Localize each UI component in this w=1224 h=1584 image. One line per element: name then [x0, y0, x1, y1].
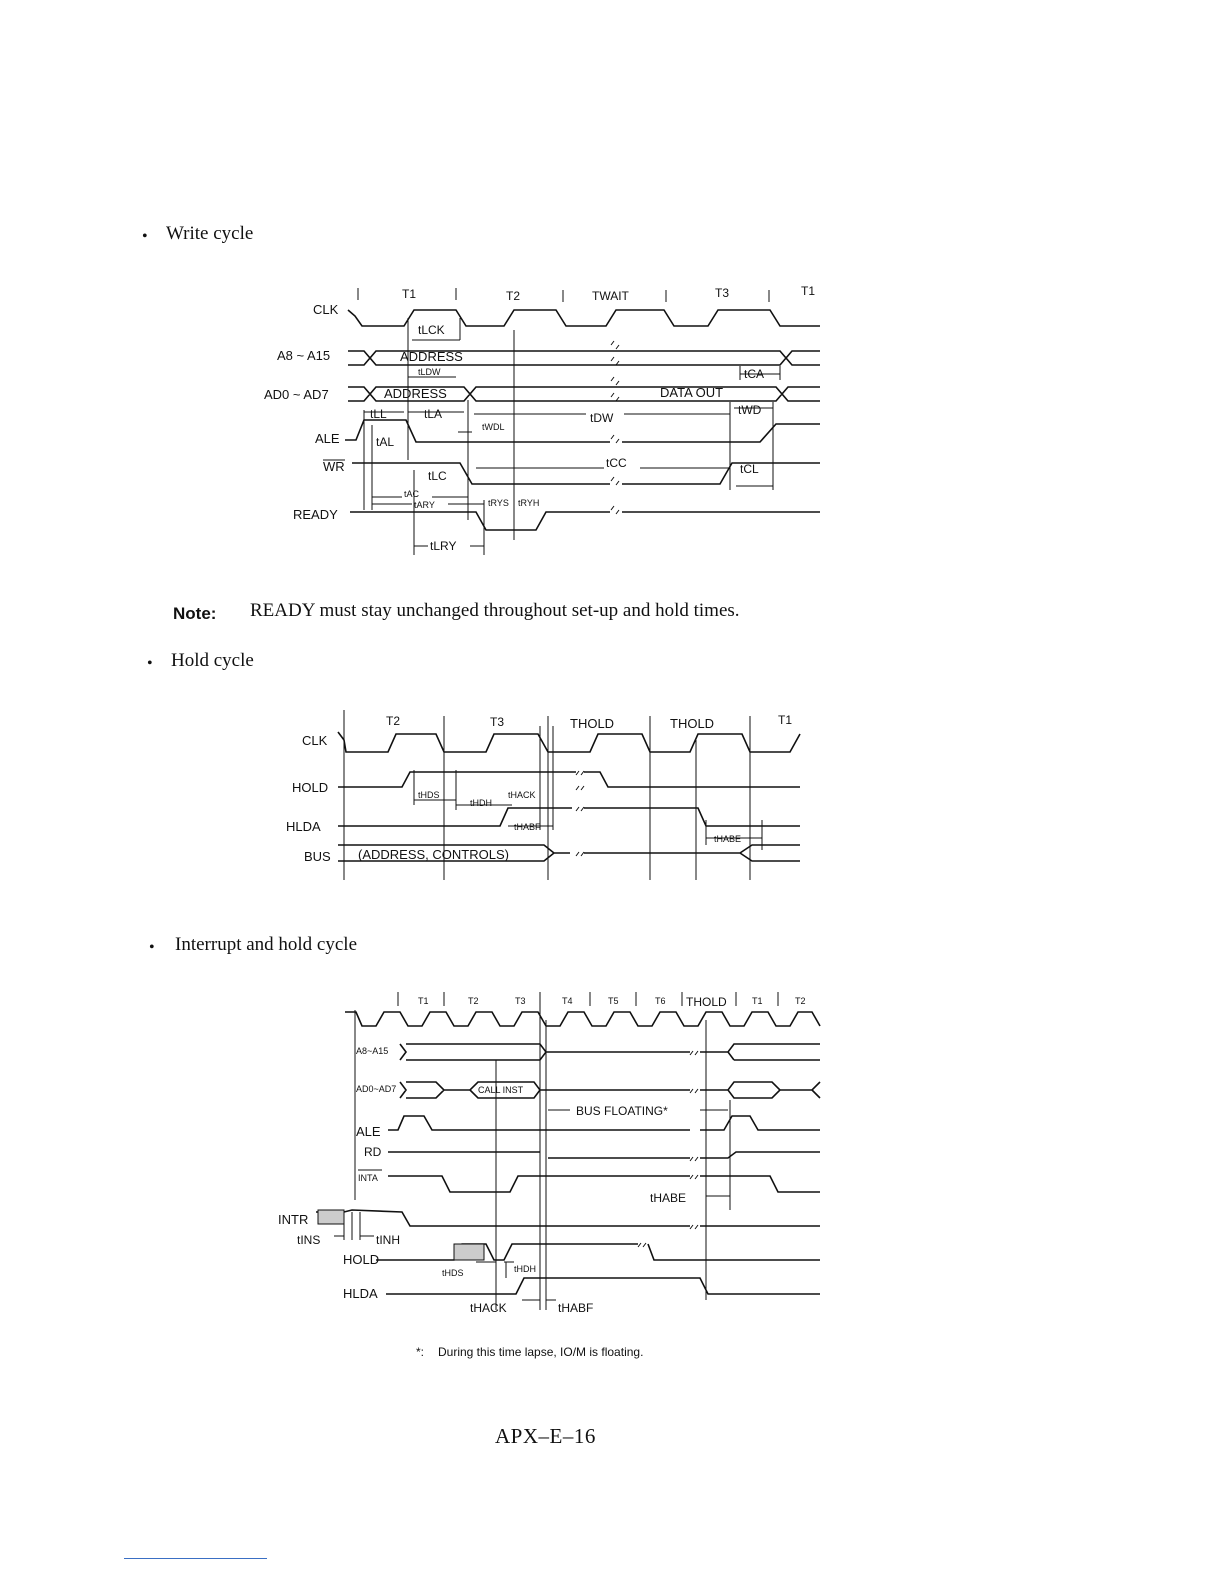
state-label: THOLD: [686, 995, 727, 1009]
address-low-bus: [400, 1082, 820, 1098]
interrupt-hold-cycle-heading: Interrupt and hold cycle: [175, 934, 358, 955]
signal-label: BUS: [304, 849, 331, 864]
hlda-waveform: [386, 1278, 820, 1294]
intr-hatch: [318, 1210, 344, 1224]
call-inst-label: CALL INST: [478, 1085, 524, 1095]
intr-waveform: [316, 1210, 820, 1226]
timing-label: tINS: [297, 1233, 321, 1247]
ready-waveform: [350, 512, 820, 530]
timing-label: tHABF: [558, 1301, 594, 1315]
timing-label: tLRY: [430, 539, 457, 553]
timing-label: tLC: [428, 469, 447, 483]
signal-label: HOLD: [292, 780, 329, 795]
timing-label: tINH: [376, 1233, 400, 1247]
timing-label: tHDH: [470, 798, 492, 808]
timing-label: tWDL: [482, 422, 505, 432]
footnote-text: During this time lapse, IO/M is floating.: [438, 1345, 644, 1359]
timing-label: tCL: [740, 462, 759, 476]
timing-markers: [414, 800, 762, 838]
signal-label: CLK: [313, 302, 339, 317]
bullet: •: [142, 228, 148, 245]
signal-label: WR: [323, 459, 345, 474]
bus-label: (ADDRESS, CONTROLS): [358, 847, 509, 862]
hold-waveform: [338, 772, 800, 787]
timing-label: tHABE: [714, 834, 742, 844]
timing-label: tRYH: [518, 498, 540, 508]
state-label: T4: [562, 996, 573, 1006]
timing-label: tWD: [738, 403, 762, 417]
state-label: T2: [386, 714, 401, 728]
state-label: T1: [752, 996, 763, 1006]
state-label: T3: [515, 996, 526, 1006]
signal-label: HLDA: [286, 819, 321, 834]
break-marks: [611, 341, 619, 514]
state-label: TWAIT: [592, 289, 629, 303]
timing-label: tLL: [370, 407, 387, 421]
state-label: T2: [506, 289, 521, 303]
state-label: T1: [778, 713, 793, 727]
state-label: T3: [490, 715, 505, 729]
hold-cycle-heading: Hold cycle: [171, 650, 254, 671]
timing-label: tHDS: [442, 1268, 464, 1278]
timing-label: tARY: [414, 500, 435, 510]
page-number: APX–E–16: [495, 1424, 596, 1448]
ale-waveform: [345, 420, 820, 442]
state-dividers: [355, 992, 778, 1310]
timing-label: tCC: [606, 456, 627, 470]
timing-label: tAC: [404, 489, 420, 499]
bus-label: ADDRESS: [384, 386, 447, 401]
state-label: T1: [402, 287, 417, 301]
signal-label: HLDA: [343, 1286, 378, 1301]
signal-label: AD0~AD7: [356, 1084, 397, 1094]
signal-label: ALE: [315, 431, 340, 446]
signal-label: READY: [293, 507, 338, 522]
timing-label: tHACK: [508, 790, 536, 800]
bus-floating-label: BUS FLOATING*: [576, 1104, 668, 1118]
signal-label: HOLD: [343, 1252, 380, 1267]
interrupt-hold-cycle-diagram: [278, 992, 820, 1315]
timing-label: tHDS: [418, 790, 440, 800]
state-label: THOLD: [670, 716, 715, 731]
break-marks: [576, 771, 584, 856]
break-marks: [638, 1051, 698, 1247]
state-dividers: [358, 288, 769, 302]
signal-label: A8~A15: [356, 1046, 389, 1056]
address-high-bus: [400, 1044, 820, 1060]
state-label: T1: [418, 996, 429, 1006]
state-label: T1: [801, 284, 816, 298]
clk-waveform: [338, 732, 800, 752]
timing-label: tLCK: [418, 323, 445, 337]
state-label: THOLD: [570, 716, 615, 731]
timing-label: tLA: [424, 407, 443, 421]
timing-label: tLDW: [418, 367, 441, 377]
ale-waveform: [388, 1116, 820, 1130]
bus-label: DATA OUT: [660, 385, 724, 400]
bullet: •: [147, 655, 153, 672]
hold-hatch: [454, 1244, 484, 1260]
timing-label: tHABF: [514, 822, 541, 832]
bus-label: ADDRESS: [400, 349, 463, 364]
write-cycle-diagram: [264, 284, 820, 555]
timing-label: tHACK: [470, 1301, 507, 1315]
write-cycle-heading: Write cycle: [166, 223, 254, 244]
state-label: T6: [655, 996, 666, 1006]
state-label: T2: [468, 996, 479, 1006]
clk-waveform: [345, 1012, 820, 1026]
timing-label: tCA: [744, 367, 765, 381]
bottom-rule: [124, 1558, 267, 1559]
inta-waveform: [388, 1176, 820, 1192]
state-label: T5: [608, 996, 619, 1006]
signal-label: RD: [364, 1145, 382, 1159]
timing-label: tRYS: [488, 498, 509, 508]
timing-label: tAL: [376, 435, 395, 449]
signal-label: A8 ~ A15: [277, 348, 331, 363]
signal-label: INTA: [358, 1173, 378, 1183]
signal-label: AD0 ~ AD7: [264, 387, 329, 402]
note-label: Note:: [173, 604, 217, 623]
state-label: T3: [715, 286, 730, 300]
bullet: •: [149, 939, 155, 956]
timing-label: tDW: [590, 411, 614, 425]
rd-waveform: [388, 1152, 820, 1158]
hold-cycle-diagram: [286, 710, 800, 880]
timing-label: tHDH: [514, 1264, 536, 1274]
signal-label: ALE: [356, 1124, 381, 1139]
signal-label: INTR: [278, 1212, 309, 1227]
footnote-marker: *:: [416, 1345, 425, 1359]
state-label: T2: [795, 996, 806, 1006]
hold-waveform: [376, 1244, 820, 1260]
note-text: READY must stay unchanged throughout set-up and hold times.: [250, 600, 740, 621]
timing-label: tHABE: [650, 1191, 687, 1205]
signal-label: CLK: [302, 733, 328, 748]
hlda-waveform: [338, 808, 800, 826]
